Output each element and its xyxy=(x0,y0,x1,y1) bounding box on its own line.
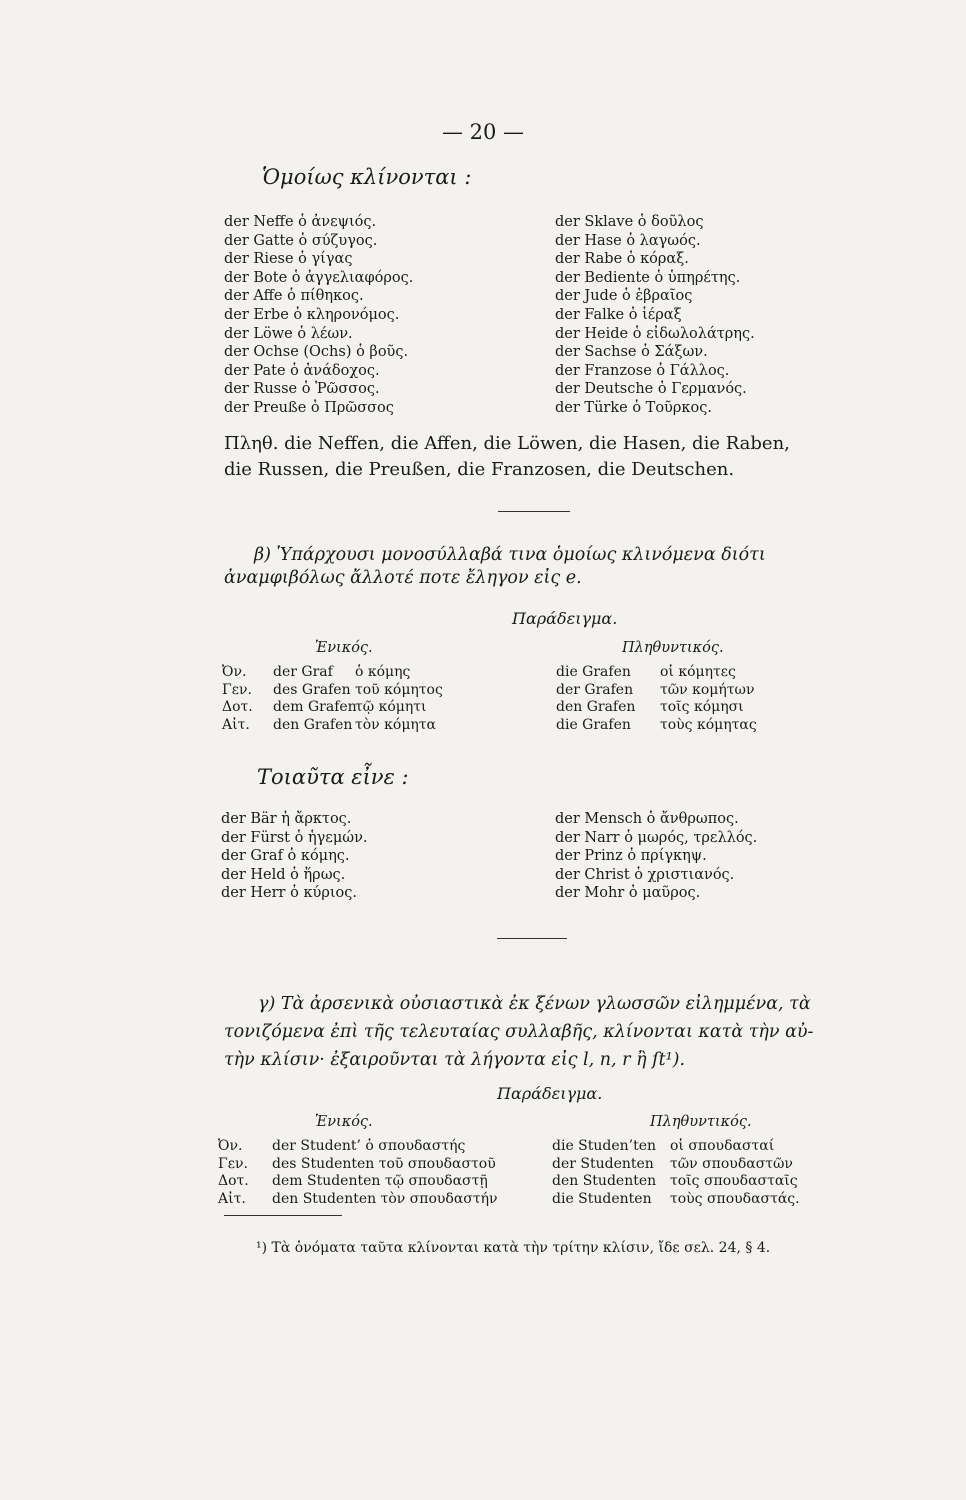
greek-singular: τῷ κόμητι xyxy=(355,699,427,715)
greek-plural: οἱ σπουδασταί xyxy=(670,1138,775,1154)
list-item: der Russe ὁ Ῥῶσσος. xyxy=(224,381,380,398)
list-item: der Franzose ὁ Γάλλος. xyxy=(555,362,730,379)
table-row xyxy=(218,1138,818,1156)
case-label: Γεν. xyxy=(222,681,252,698)
german-plural: die Grafen xyxy=(556,664,631,680)
plural-line-1: Πληθ. die Neffen, die Affen, die Löwen, die Hasen, die Raben, xyxy=(224,433,790,454)
section-g-line-2: τονιζόμενα ἐπὶ τῆς τελευταίας συλλαβῆς, κλίνονται κατὰ τὴν αὐ- xyxy=(224,1022,814,1042)
list-item: der Deutsche ὁ Γερμανός. xyxy=(555,381,747,398)
list-item: der Ochse (Ochs) ὁ βοῦς. xyxy=(224,344,409,361)
list-item: der Mensch ὁ ἄνθρωπος. xyxy=(555,811,739,827)
page-number: — 20 — xyxy=(441,120,525,144)
footnote-rule xyxy=(224,1215,342,1216)
greek-singular: ὁ κόμης xyxy=(355,664,411,680)
section-g-line-1: γ) Τὰ ἀρσενικὰ οὐσιαστικὰ ἐκ ξένων γλωσσῶν εἰλημμένα, τὰ xyxy=(258,994,811,1014)
german-plural: die Studenten xyxy=(552,1190,652,1207)
section-b-line-2: ἀναμφιβόλως ἄλλοτέ ποτε ἔληγον εἰς e. xyxy=(224,568,582,588)
german-plural: den Grafen xyxy=(556,699,636,715)
footnote: ¹) Τὰ ὀνόματα ταῦτα κλίνονται κατὰ τὴν τρίτην κλίσιν, ἴδε σελ. 24, § 4. xyxy=(256,1240,771,1256)
german-plural: der Grafen xyxy=(556,681,634,698)
singular-heading: Ἑνικός. xyxy=(315,1114,373,1130)
example-label: Παράδειγμα. xyxy=(512,609,618,628)
german-singular: dem Grafen xyxy=(273,699,357,715)
table-row xyxy=(222,682,782,700)
table-row xyxy=(218,1173,818,1191)
section-b-line-1: β) Ὑπάρχουσι μονοσύλλαβά τινα ὁμοίως κλινόμενα διότι xyxy=(254,545,766,565)
german-singular: den Grafen xyxy=(273,716,353,733)
case-label: Δοτ. xyxy=(222,699,253,715)
table-row xyxy=(222,664,782,682)
list-item: der Graf ὁ κόμης. xyxy=(221,848,350,865)
list-item: der Herr ὁ κύριος. xyxy=(221,885,357,902)
plural-heading: Πληθυντικός. xyxy=(650,1114,752,1130)
list-item: der Neffe ὁ ἀνεψιός. xyxy=(224,214,377,230)
case-label: Αἰτ. xyxy=(222,716,250,733)
plural-heading: Πληθυντικός. xyxy=(622,640,724,656)
list-item: der Bediente ὁ ὑπηρέτης. xyxy=(555,269,741,286)
list-item: der Christ ὁ χριστιανός. xyxy=(555,866,735,883)
table-row xyxy=(222,717,782,735)
list-item: der Narr ὁ μωρός, τρελλός. xyxy=(555,829,758,846)
greek-plural: τῶν σπουδαστῶν xyxy=(670,1155,793,1172)
divider xyxy=(497,938,567,939)
list-item: der Jude ὁ ἑβραῖος xyxy=(555,288,693,305)
german-singular: des Grafen xyxy=(273,681,351,698)
greek-plural: οἱ κόμητες xyxy=(660,664,736,680)
noun-list-c-left xyxy=(221,810,368,903)
singular-heading: Ἑνικός. xyxy=(315,640,373,656)
case-label: Ὀν. xyxy=(222,664,247,680)
list-item: der Mohr ὁ μαῦρος. xyxy=(555,885,701,902)
plural-line-2: die Russen, die Preußen, die Franzosen, die Deutschen. xyxy=(224,459,735,480)
german-plural: die Grafen xyxy=(556,716,631,733)
list-item: der Falke ὁ ἱέραξ xyxy=(555,306,682,323)
example-label: Παράδειγμα. xyxy=(497,1084,603,1103)
case-label: Ὀν. xyxy=(218,1138,243,1154)
case-label: Δοτ. xyxy=(218,1173,249,1189)
greek-plural: τοὺς κόμητας xyxy=(660,716,757,733)
german-plural: die Studen’ten xyxy=(552,1138,657,1154)
list-item: der Preuße ὁ Πρῶσσος xyxy=(224,399,394,416)
declension-table-graf xyxy=(222,664,782,734)
german-plural: den Studenten xyxy=(552,1173,657,1189)
greek-plural: τοῖς σπουδασταῖς xyxy=(670,1173,798,1189)
list-item: der Bär ἡ ἄρκτος. xyxy=(221,811,352,827)
list-item: der Prinz ὁ πρίγκηψ. xyxy=(555,848,707,865)
declension-table-student xyxy=(218,1138,818,1208)
list-item: der Löwe ὁ λέων. xyxy=(224,325,353,342)
table-row xyxy=(218,1156,818,1174)
section-heading: Ὁμοίως κλίνονται : xyxy=(262,165,472,189)
german-greek-singular: des Studenten τοῦ σπουδαστοῦ xyxy=(272,1155,496,1172)
list-item: der Affe ὁ πίθηκος. xyxy=(224,288,364,305)
case-label: Αἰτ. xyxy=(218,1190,246,1207)
list-item: der Erbe ὁ κληρονόμος. xyxy=(224,306,400,323)
greek-plural: τῶν κομήτων xyxy=(660,681,755,698)
noun-list-c-right xyxy=(555,810,757,903)
greek-plural: τοῖς κόμησι xyxy=(660,699,744,715)
table-row xyxy=(222,699,782,717)
noun-list-left xyxy=(224,213,413,418)
german-singular: der Graf xyxy=(273,664,333,680)
greek-singular: τοῦ κόμητος xyxy=(355,681,443,698)
list-item: der Heide ὁ εἰδωλολάτρης. xyxy=(555,325,755,342)
list-item: der Türke ὁ Τοῦρκος. xyxy=(555,399,712,416)
divider xyxy=(498,511,570,512)
list-item: der Pate ὁ ἀνάδοχος. xyxy=(224,362,380,379)
list-item: der Bote ὁ ἀγγελιαφόρος. xyxy=(224,269,414,286)
case-label: Γεν. xyxy=(218,1155,248,1172)
list-item: der Hase ὁ λαγωός. xyxy=(555,232,701,249)
list-item: der Riese ὁ γίγας xyxy=(224,251,353,268)
noun-list-right xyxy=(555,213,755,418)
toiauta-heading: Τοιαῦτα εἶνε : xyxy=(257,765,409,789)
list-item: der Gatte ὁ σύζυγος. xyxy=(224,232,378,249)
greek-singular: τὸν κόμητα xyxy=(355,716,436,733)
list-item: der Sachse ὁ Σάξων. xyxy=(555,344,708,361)
german-greek-singular: der Student’ ὁ σπουδαστής xyxy=(272,1138,466,1154)
german-plural: der Studenten xyxy=(552,1155,654,1172)
list-item: der Rabe ὁ κόραξ. xyxy=(555,251,689,268)
section-g-line-3: τὴν κλίσιν· ἐξαιροῦνται τὰ λήγοντα εἰς l, n, r ἢ ſt¹). xyxy=(224,1050,686,1070)
list-item: der Sklave ὁ δοῦλος xyxy=(555,214,704,230)
table-row xyxy=(218,1191,818,1209)
list-item: der Fürst ὁ ἡγεμών. xyxy=(221,829,368,846)
german-greek-singular: den Studenten τὸν σπουδαστήν xyxy=(272,1190,498,1207)
greek-plural: τοὺς σπουδαστάς. xyxy=(670,1190,800,1207)
german-greek-singular: dem Studenten τῷ σπουδαστῇ xyxy=(272,1173,488,1189)
list-item: der Held ὁ ἥρως. xyxy=(221,866,346,883)
